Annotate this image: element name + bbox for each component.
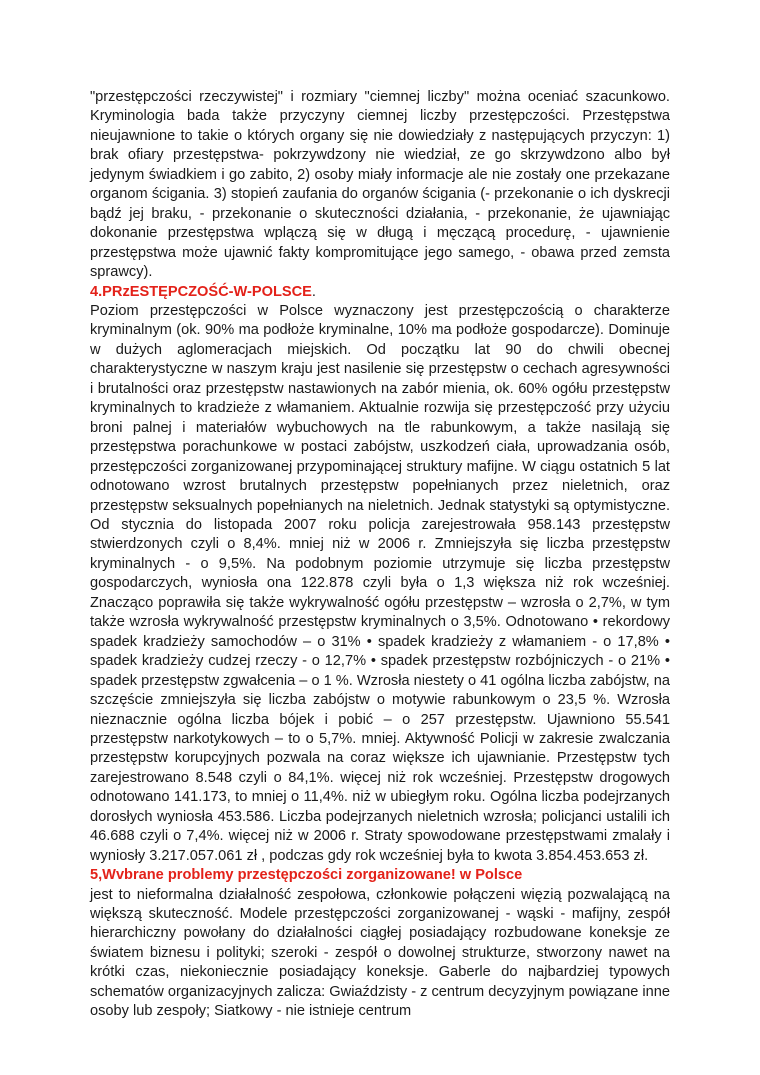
section-4-heading-period: . xyxy=(311,283,316,300)
section-4-body: Poziom przestępczości w Polsce wyznaczony jest przestępczością o charakterze kryminalnym (ok. 90% ma podłoże kryminalne, 10% ma podłoże gospodarcze). Dominuje w dużych aglomeracjach miejskich. Od początku lat 90 do chwili obecnej charakterystyczne w naszym kraju jest nasilenie się przestępstw o cechach agresywności i brutalności oraz przestępstw nastawionych na zabór mienia, ok. 60% ogółu przestępstw kryminalnych to kradzieże z włamaniem. Aktualnie rozwija się przestępczość przy użyciu broni palnej i materiałów wybuchowych na tle rabunkowym, a także nasilają się przestępstwa porachunkowe w postaci zabójstw, uszkodzeń ciała, uprowadzania osób, przestępczości zorganizowanej przypominającej struktury mafijne. W ciągu ostatnich 5 lat odnotowano wzrost brutalnych przestępstw popełnianych przez nieletnich, oraz przestępstw seksualnych popełnianych na nieletnich. Jednak statystyki są optymistyczne. Od stycznia do listopada 2007 roku policja zarejestrowała 958.143 przestępstw stwierdzonych czyli o 8,4%. mniej niż w 2006 r. Zmniejszyła się liczba przestępstw kryminalnych - o 9,5%. Na podobnym poziomie utrzymuje się liczba przestępstw gospodarczych, wyniosła ona 122.878 czyli była o 1,3 większa niż rok wcześniej. Znacząco poprawiła się także wykrywalność ogółu przestępstw – wzrosła o 2,7%, w tym także wzrosła wykrywalność przestępstw kryminalnych o 3,5%. Odnotowano • rekordowy spadek kradzieży samochodów – o 31% • spadek kradzieży z włamaniem - o 17,8% • spadek kradzieży cudzej rzeczy - o 12,7% • spadek przestępstw rozbójniczych - o 21% • spadek przestępstw zgwałcenia – o 1 %. Wzrosła niestety o 41 ogólna liczba zabójstw, na szczęście zmniejszyła się liczba zabójstw o motywie rabunkowym o 23,5 %. Wzrosła nieznacznie ogólna liczba bójek i pobić – o 257 przestępstw. Ujawniono 55.541 przestępstw narkotykowych – to o 5,7%. mniej. Aktywność Policji w zakresie zwalczania przestępstw korupcyjnych pozwala na coraz większe ich ujawnianie. Przestępstw tych zarejestrowano 8.548 czyli o 84,1%. więcej niż rok wcześniej. Przestępstw drogowych odnotowano 141.173, to mniej o 11,4%. niż w ubiegłym roku. Ogólna liczba podejrzanych dorosłych wyniosła 453.586. Liczba podejrzanych nieletnich wzrosła; policjanci ustalili ich 46.688 czyli o 7,4%. więcej niż w 2006 r. Straty spowodowane przestępstwami zmalały i wyniosły 3.217.057.061 zł , podczas gdy rok wcześniej była to kwota 3.854.453.653 zł. xyxy=(90,302,671,864)
section-4-heading-text: 4.PRzESTĘPCZOŚĆ-W-POLSCE xyxy=(90,283,312,300)
intro-paragraph: "przestępczości rzeczywistej" i rozmiary "ciemnej liczby" można oceniać szacunkowo. Kryminologia bada także przyczyny ciemnej liczby przestępczości. Przestępstwa nieujawnione to takie o których organy się nie dowiedziały z następujących przyczyn: 1) brak ofiary przestępstwa- pokrzywdzony nie wiedział, ze go skrzywdzono albo był jedynym świadkiem i go zabito, 2) osoby miały informacje ale nie zostały one przekazane organom ścigania. 3) stopień zaufania do organów ścigania (- przekonanie o ich dyskrecji bądź jej braku, - przekonanie o skuteczności działania, - przekonanie, że ujawniając dokonanie przestępstwa wplączą się w długą i męczącą procedurę, - ujawnienie przestępstwa może ujawnić fakty kompromitujące jego samego, - obawa przed zemsta sprawcy). xyxy=(90,89,670,281)
section-5-body: jest to nieformalna działalność zespołowa, członkowie połączeni więzią pozwalającą na większą skuteczność. Modele przestępczości zorganizowanej - wąski - mafijny, zespół hierarchiczny powołany do działalności ciągłej posiadający rozbudowane koneksje ze światem biznesu i polityki; szeroki - zespół o dowolnej strukturze, stworzony nawet na krótki czas, niekoniecznie posiadający koneksje. Gaberle do najbardziej typowych schematów organizacyjnych zalicza: Gwiaździsty - z centrum decyzyjnym powiązane inne osoby lub zespoły; Siatkowy - nie istnieje centrum xyxy=(90,886,670,1020)
section-5-heading: 5,Wvbrane problemy przestępczości zorganizowane! w Polsce xyxy=(90,867,523,884)
section-4-heading xyxy=(90,283,670,302)
document-page xyxy=(90,88,670,1022)
